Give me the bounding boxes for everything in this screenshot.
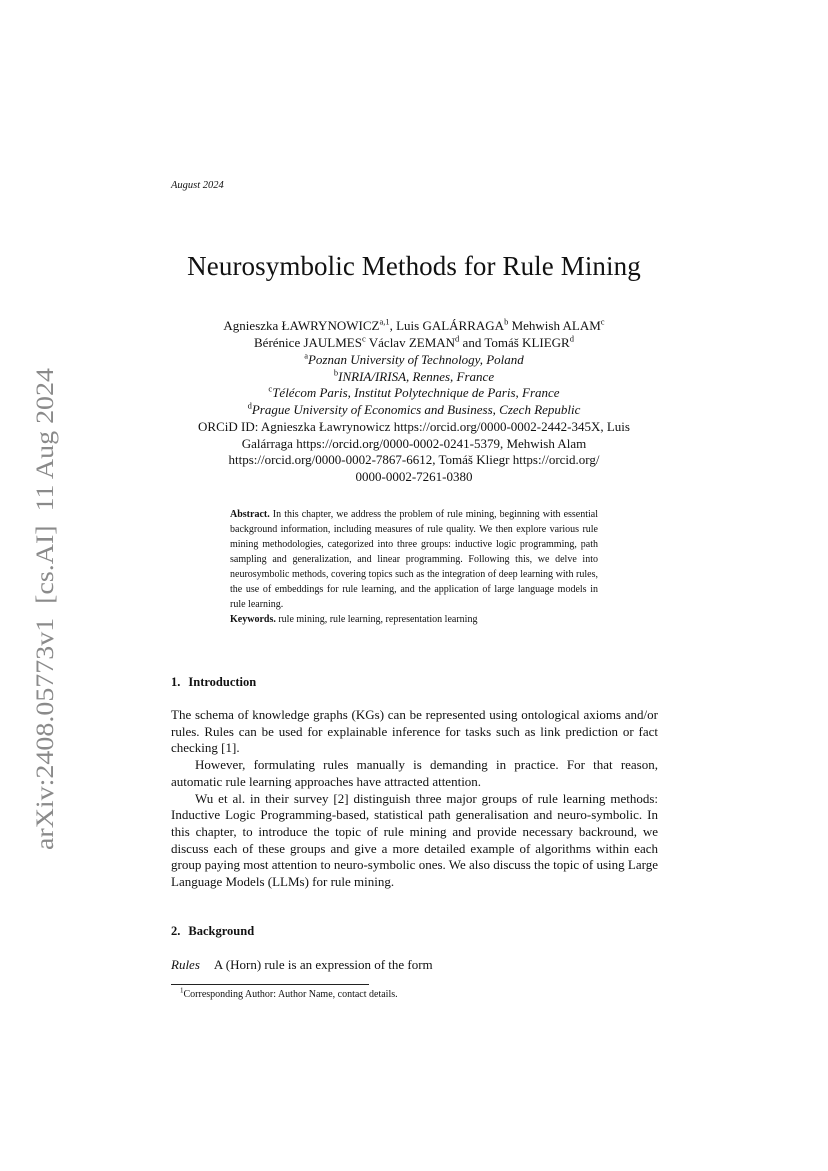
- paragraph: However, formulating rules manually is demanding in practice. For that reason, automatic rule learning approaches have attracted attention.: [171, 757, 658, 789]
- orcid-line: https://orcid.org/0000-0002-7867-6612, Tomáš Kliegr https://orcid.org/: [228, 452, 600, 468]
- footnote: [180, 986, 398, 1000]
- author-line-2: Bérénice JAULMES$^c$ Václav ZEMAN$^d$ and Tomáš KLIEGR$^d$: [254, 333, 574, 350]
- abstract: [230, 507, 598, 612]
- section-heading-introduction: [171, 675, 256, 690]
- orcid-line: Galárraga https://orcid.org/0000-0002-0241-5379, Mehwish Alam: [241, 435, 587, 451]
- abstract-label: Abstract.: [230, 509, 270, 520]
- orcid-line: ORCiD ID: Agnieszka Ławrynowicz https://orcid.org/0000-0002-2442-345X, Luis: [198, 419, 630, 434]
- author-name: and Tomáš KLIEGR: [462, 334, 570, 350]
- rules-text: A (Horn) rule is an expression of the form: [213, 957, 433, 972]
- orcid-block: [160, 419, 668, 485]
- author-name: Václav ZEMAN: [368, 334, 456, 350]
- footnote-divider: [171, 984, 369, 985]
- paragraph: Wu et al. in their survey [2] distinguish three major groups of rule learning methods: Inductive Logic Programming-based, statistical path generalisation and neuro-symbolic. In this chapter, to introduce the topic of rule mining and provide necessary backround, we discuss each of these groups and give a more detailed example of algorithms within each group paying most attention to neuro-symbolic ones. We also discuss the topic of using Large Language Models (LLMs) for rule mining.: [171, 790, 658, 890]
- section-number: 1.: [171, 675, 181, 689]
- section-number: 2.: [171, 924, 181, 938]
- affiliation-item: $^c$Télécom Paris, Institut Polytechnique de Paris, France: [268, 383, 560, 401]
- abstract-text: In this chapter, we address the problem of rule mining, beginning with essential background information, including measures of rule quality. We then explore various rule mining methodologies, categorized into three groups: inductive logic programming, path sampling and generalization, and linear programming. Following this, we delve into neurosymbolic methods, covering topics such as the integration of deep learning with rules, the use of embeddings for rule learning, and the application of large language models in rule learning.: [230, 509, 599, 610]
- arxiv-stamp: [20, 365, 60, 850]
- orcid-line: 0000-0002-7261-0380: [355, 468, 473, 484]
- affiliation-item: $^d$Prague University of Economics and Business, Czech Republic: [247, 400, 581, 417]
- keywords: [230, 614, 598, 625]
- introduction-body: [171, 707, 658, 891]
- rules-label: Rules: [171, 957, 200, 972]
- affiliation-item: $^b$INRIA/IRISA, Rennes, France: [333, 367, 495, 384]
- footnote-marker: 1: [180, 986, 184, 995]
- author-name: Luis GALÁRRAGA: [396, 318, 505, 333]
- footnote-text: Corresponding Author: Author Name, contact details.: [183, 989, 398, 1000]
- author-list: [160, 318, 668, 351]
- affiliation-list: [160, 352, 668, 418]
- keywords-label: Keywords.: [230, 614, 276, 625]
- paper-title: Neurosymbolic Methods for Rule Mining: [187, 251, 641, 281]
- author-name: Bérénice JAULMES: [254, 334, 362, 350]
- section-heading-background: [171, 924, 254, 939]
- author-line-1: Agnieszka ŁAWRYNOWICZ$^{a,1}$, Luis GALÁRRAGA$^b$ Mehwish ALAM$^c$: [223, 316, 605, 333]
- paragraph: The schema of knowledge graphs (KGs) can be represented using ontological axioms and/or rules. Rules can be used for explainable inference for tasks such as link prediction or fact checking [1].: [171, 707, 658, 756]
- keywords-text: rule mining, rule learning, representation learning: [278, 614, 478, 625]
- section-title: Background: [188, 924, 255, 938]
- author-name: Agnieszka ŁAWRYNOWICZ: [223, 318, 380, 333]
- affiliation-item: $^a$Poznan University of Technology, Poland: [304, 350, 524, 367]
- rules-paragraph: [171, 957, 433, 973]
- section-title: Introduction: [188, 675, 257, 689]
- author-name: Mehwish ALAM: [511, 318, 601, 333]
- date-header: August 2024: [171, 180, 224, 191]
- arxiv-stamp-text: arXiv:2408.05773v1 [cs.AI] 11 Aug 2024: [30, 410, 59, 850]
